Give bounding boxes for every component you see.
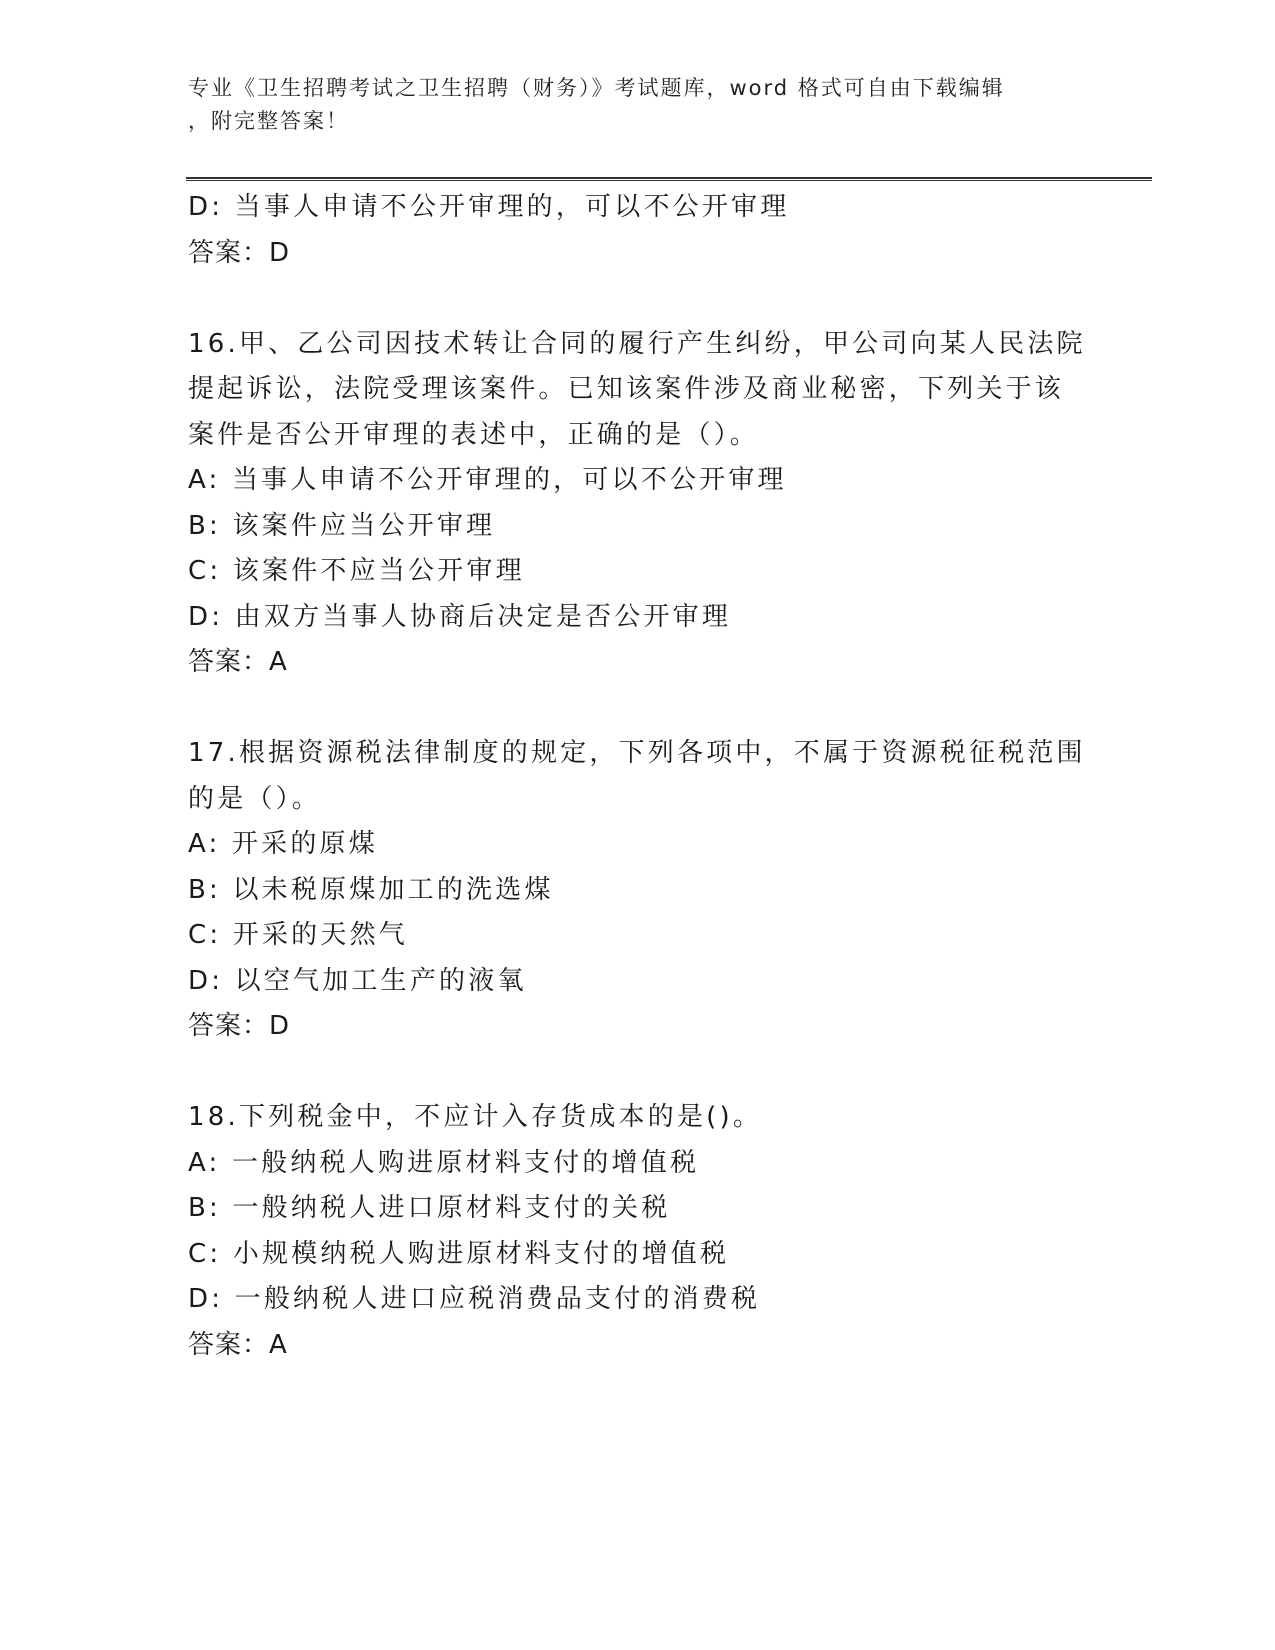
option-b: B: 以未税原煤加工的洗选煤	[188, 874, 554, 905]
question-16	[188, 322, 1088, 686]
option-d: D: 一般纳税人进口应税消费品支付的消费税	[188, 1284, 761, 1314]
header-line-2: ，附完整答案！	[188, 109, 349, 133]
option-a: A: 一般纳税人购进原材料支付的增值税	[188, 1147, 700, 1178]
answer-line: 答案：A	[188, 1329, 288, 1360]
spacer	[188, 1050, 1088, 1096]
option-a: A: 开采的原煤	[188, 829, 378, 859]
question-stem-line: 18.下列税金中，不应计入存货成本的是()。	[188, 1102, 763, 1132]
option-c: C: 小规模纳税人购进原材料支付的增值税	[188, 1238, 730, 1269]
previous-question-continuation	[188, 185, 1088, 276]
question-17	[188, 731, 1088, 1050]
option-c: C: 开采的天然气	[188, 920, 408, 950]
question-stem-line: 的是（）。	[188, 783, 322, 814]
question-18	[188, 1095, 1088, 1368]
question-stem-line: 案件是否公开审理的表述中，正确的是（）。	[188, 419, 760, 450]
question-stem-line: 17.根据资源税法律制度的规定，下列各项中，不属于资源税征税范围	[188, 738, 1086, 768]
answer-line: 答案：A	[188, 647, 288, 677]
spacer	[188, 276, 1088, 322]
document-body	[188, 185, 1088, 1368]
question-stem-line: 提起诉讼，法院受理该案件。已知该案件涉及商业秘密，下列关于该	[188, 374, 1065, 404]
option-a: A: 当事人申请不公开审理的，可以不公开审理	[188, 465, 787, 495]
option-b: B: 该案件应当公开审理	[188, 510, 496, 541]
answer-line: 答案：D	[188, 1011, 291, 1041]
option-d: D: 由双方当事人协商后决定是否公开审理	[188, 601, 732, 632]
question-stem-line: 16.甲、乙公司因技术转让合同的履行产生纠纷，甲公司向某人民法院	[188, 328, 1086, 359]
option-d: D: 当事人申请不公开审理的，可以不公开审理	[188, 192, 790, 222]
header-line-1: 专业《卫生招聘考试之卫生招聘（财务）》考试题库，word 格式可自由下载编辑	[188, 76, 1005, 100]
answer-line: 答案：D	[188, 237, 291, 268]
option-b: B: 一般纳税人进口原材料支付的关税	[188, 1193, 671, 1223]
spacer	[188, 686, 1088, 732]
option-c: C: 该案件不应当公开审理	[188, 556, 525, 586]
header-divider	[186, 177, 1152, 181]
page-header	[188, 72, 1068, 138]
option-d: D: 以空气加工生产的液氧	[188, 965, 527, 996]
